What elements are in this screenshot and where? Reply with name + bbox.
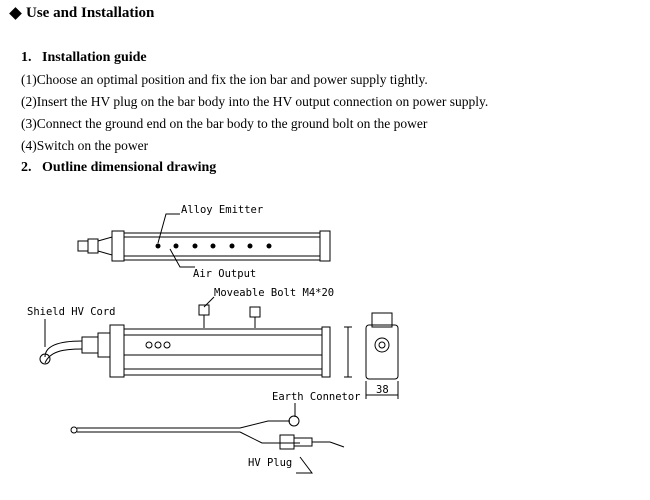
air-fitting-nut	[98, 237, 112, 255]
step-3: (3)Connect the ground end on the bar body to the ground bolt on the power	[21, 116, 428, 131]
emitter-dot	[211, 244, 216, 249]
section-title: Installation guide	[42, 50, 147, 65]
section-title: Outline dimensional drawing	[42, 160, 217, 175]
bar-body-side	[124, 329, 322, 375]
step-4: (4)Switch on the power	[21, 138, 149, 153]
outline-drawing-title	[21, 160, 216, 176]
end-view-port-inner	[379, 342, 385, 348]
air-fitting-body	[88, 239, 98, 253]
dimension-width-value: 38	[376, 384, 389, 396]
bar-end-block	[110, 325, 124, 377]
emitter-dot	[156, 244, 161, 249]
installation-guide-title	[21, 50, 147, 66]
indicator-hole	[146, 342, 152, 348]
hv-cord	[45, 349, 82, 363]
air-fitting-cap	[78, 241, 88, 251]
cord-fitting-nut	[98, 333, 110, 357]
bolt-head	[250, 307, 260, 317]
label-moveable-bolt: Moveable Bolt M4*20	[214, 287, 335, 299]
hv-plug-lead	[330, 442, 344, 447]
emitter-dot	[267, 244, 272, 249]
section-heading	[8, 5, 154, 22]
outline-dimensional-drawing	[0, 185, 650, 500]
emitter-dot	[230, 244, 235, 249]
section-number: 1.	[21, 50, 32, 65]
ion-bar-top-view	[78, 214, 330, 267]
emitter-dot	[193, 244, 198, 249]
emitter-dot	[248, 244, 253, 249]
label-shield-hv-cord: Shield HV Cord	[27, 306, 116, 318]
cord-fitting	[82, 337, 98, 353]
ion-bar-end-view	[344, 313, 398, 399]
step-1: (1)Choose an optimal position and fix the ion bar and power supply tightly.	[21, 72, 428, 87]
indicator-hole	[164, 342, 170, 348]
hv-plug-body	[280, 435, 294, 449]
indicator-hole	[155, 342, 161, 348]
diamond-bullet-icon	[9, 7, 22, 20]
leader-alloy-emitter	[158, 214, 180, 243]
label-alloy-emitter: Alloy Emitter	[181, 204, 264, 216]
cable-assembly	[71, 416, 344, 473]
bar-end-cap	[322, 327, 330, 377]
bar-end-cap-left	[112, 231, 124, 261]
hv-plug-sleeve	[294, 438, 312, 446]
label-hv-plug: HV Plug	[248, 457, 293, 469]
step-2: (2)Insert the HV plug on the bar body into the HV output connection on power supply.	[21, 94, 489, 109]
emitter-dots	[156, 244, 272, 249]
section-number: 2.	[21, 160, 32, 175]
emitter-dot	[174, 244, 179, 249]
label-air-output: Air Output	[193, 268, 257, 280]
earth-ring-terminal	[289, 416, 299, 426]
cable-split-upper	[240, 421, 290, 428]
end-view-port	[375, 338, 389, 352]
leader-air-output	[170, 249, 195, 267]
cable-end	[71, 427, 77, 433]
bar-end-cap-right	[320, 231, 330, 261]
leader-hv-plug	[296, 457, 312, 473]
label-earth-connector: Earth Connetor	[272, 391, 361, 403]
cable-split-lower	[240, 432, 300, 443]
heading-text: Use and Installation	[26, 5, 155, 21]
